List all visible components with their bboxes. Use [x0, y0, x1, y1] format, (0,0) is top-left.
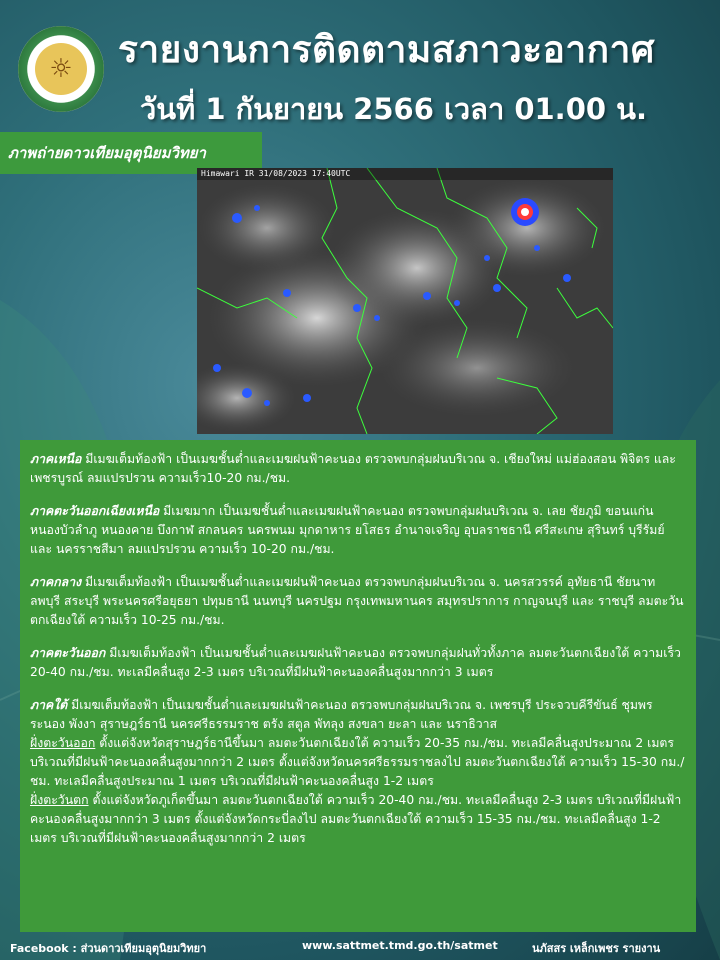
report-panel: [20, 440, 696, 932]
east-coast-text: ตั้งแต่จังหวัดสุราษฎร์ธานีขึ้นมา ลมตะวันตกเฉียงใต้ ความเร็ว 20-35 กม./ชม. ทะเลมีคลื่นสูงประมาณ 2 เมตร บริเวณที่มีฝนฟ้าคะนองคลื่นสูงมากกว่า 2 เมตร ตั้งแต่จังหวัดนครศรีธรรมราชลงไป ลมตะวันตกเฉียงใต้ ความเร็ว 15-30 กม./ชม. ทะเลมีคลื่นสูงประมาณ 1 เมตร บริเวณที่มีฝนฟ้าคะนองคลื่นสูง 1-2 เมตร: [30, 736, 685, 788]
region-name: ภาคเหนือ: [30, 452, 82, 466]
region-text: มีเมฆเต็มท้องฟ้า เป็นเมฆชั้นต่ำและเมฆฝนฟ้าคะนอง ตรวจพบกลุ่มฝนบริเวณ จ. นครสวรรค์ อุทัยธานี ชัยนาท ลพบุรี สระบุรี พระนครศรีอยุธยา ปทุมธานี นนทบุรี นครปฐม กรุงเทพมหานคร สมุทรปราการ กาญจนบุรี และ ราชบุรี ลมตะวันตกเฉียงใต้ ความเร็ว 10-25 กม./ชม.: [30, 575, 684, 627]
region-north: [30, 450, 686, 488]
region-east: [30, 644, 686, 682]
region-name: ภาคตะวันออกเฉียงเหนือ: [30, 504, 160, 518]
footer: [0, 934, 720, 960]
tmd-logo: [18, 26, 104, 112]
region-northeast: [30, 502, 686, 559]
region-name: ภาคกลาง: [30, 575, 82, 589]
region-south: [30, 696, 686, 848]
region-name: ภาคใต้: [30, 698, 68, 712]
region-text: มีเมฆเต็มท้องฟ้า เป็นเมฆชั้นต่ำและเมฆฝนฟ้าคะนอง ตรวจพบกลุ่มฝนบริเวณ จ. เชียงใหม่ แม่ฮ่องสอน พิจิตร และ เพชรบูรณ์ ลมแปรปรวน ความเร็ว10-20 กม./ชม.: [30, 452, 676, 485]
region-text: มีเมฆเต็มท้องฟ้า เป็นเมฆชั้นต่ำและเมฆฝนฟ้าคะนอง ตรวจพบกลุ่มฝนทั่วทั้งภาค ลมตะวันตกเฉียงใต้ ความเร็ว 20-40 กม./ชม. ทะเลมีคลื่นสูง 2-3 เมตร บริเวณที่มีฝนฟ้าคะนองคลื่นสูงมากกว่า 3 เมตร: [30, 646, 681, 679]
region-text: มีเมฆเต็มท้องฟ้า เป็นเมฆชั้นต่ำและเมฆฝนฟ้าคะนอง ตรวจพบกลุ่มฝนบริเวณ จ. เพชรบุรี ประจวบคีรีขันธ์ ชุมพร ระนอง พังงา สุราษฎร์ธานี นครศรีธรรมราช ตรัง สตูล พัทลุง สงขลา ยะลา และ นราธิวาส: [30, 698, 653, 731]
west-coast-label: ฝั่งตะวันตก: [30, 793, 89, 807]
region-name: ภาคตะวันออก: [30, 646, 106, 660]
west-coast-text: ตั้งแต่จังหวัดภูเก็ตขึ้นมา ลมตะวันตกเฉียงใต้ ความเร็ว 20-40 กม./ชม. ทะเลมีคลื่นสูง 2-3 เมตร บริเวณที่มีฝนฟ้าคะนองคลื่นสูงมากกว่า 3 เมตร ตั้งแต่จังหวัดกระบี่ลงไป ลมตะวันตกเฉียงใต้ ความเร็ว 15-35 กม./ชม. ทะเลมีคลื่นสูง 1-2 เมตร บริเวณที่มีฝนฟ้าคะนองคลื่นสูงมากกว่า 2 เมตร: [30, 793, 682, 845]
footer-website[interactable]: www.sattmet.tmd.go.th/satmet: [302, 939, 498, 952]
region-central: [30, 573, 686, 630]
east-coast-label: ฝั่งตะวันออก: [30, 736, 96, 750]
footer-reporter: นภัสสร เหล็กเพชร รายงาน: [532, 942, 661, 955]
satellite-caption: Himawari IR 31/08/2023 17:40UTC: [201, 169, 351, 178]
page-title: รายงานการติดตามสภาวะอากาศ: [118, 28, 655, 71]
tmd-logo-icon: ☼: [35, 43, 87, 95]
section-label: ภาพถ่ายดาวเทียมอุตุนิยมวิทยา: [0, 132, 262, 174]
satellite-image: [197, 168, 613, 434]
region-text: มีเมฆมาก เป็นเมฆชั้นต่ำและเมฆฝนฟ้าคะนอง ตรวจพบกลุ่มฝนบริเวณ จ. เลย ชัยภูมิ ขอนแก่น หนองบัวลำภู หนองคาย บึงกาฬ สกลนคร นครพนม มุกดาหาร ยโสธร อำนาจเจริญ อุบลราชธานี ศรีสะเกษ สุรินทร์ บุรีรัมย์ และ นครราชสีมา ลมแปรปรวน ความเร็ว 10-20 กม./ชม.: [30, 504, 665, 556]
footer-facebook: Facebook : ส่วนดาวเทียมอุตุนิยมวิทยา: [10, 942, 207, 955]
satellite-map: [197, 168, 613, 434]
report-date: วันที่ 1 กันยายน 2566 เวลา 01.00 น.: [140, 92, 647, 126]
